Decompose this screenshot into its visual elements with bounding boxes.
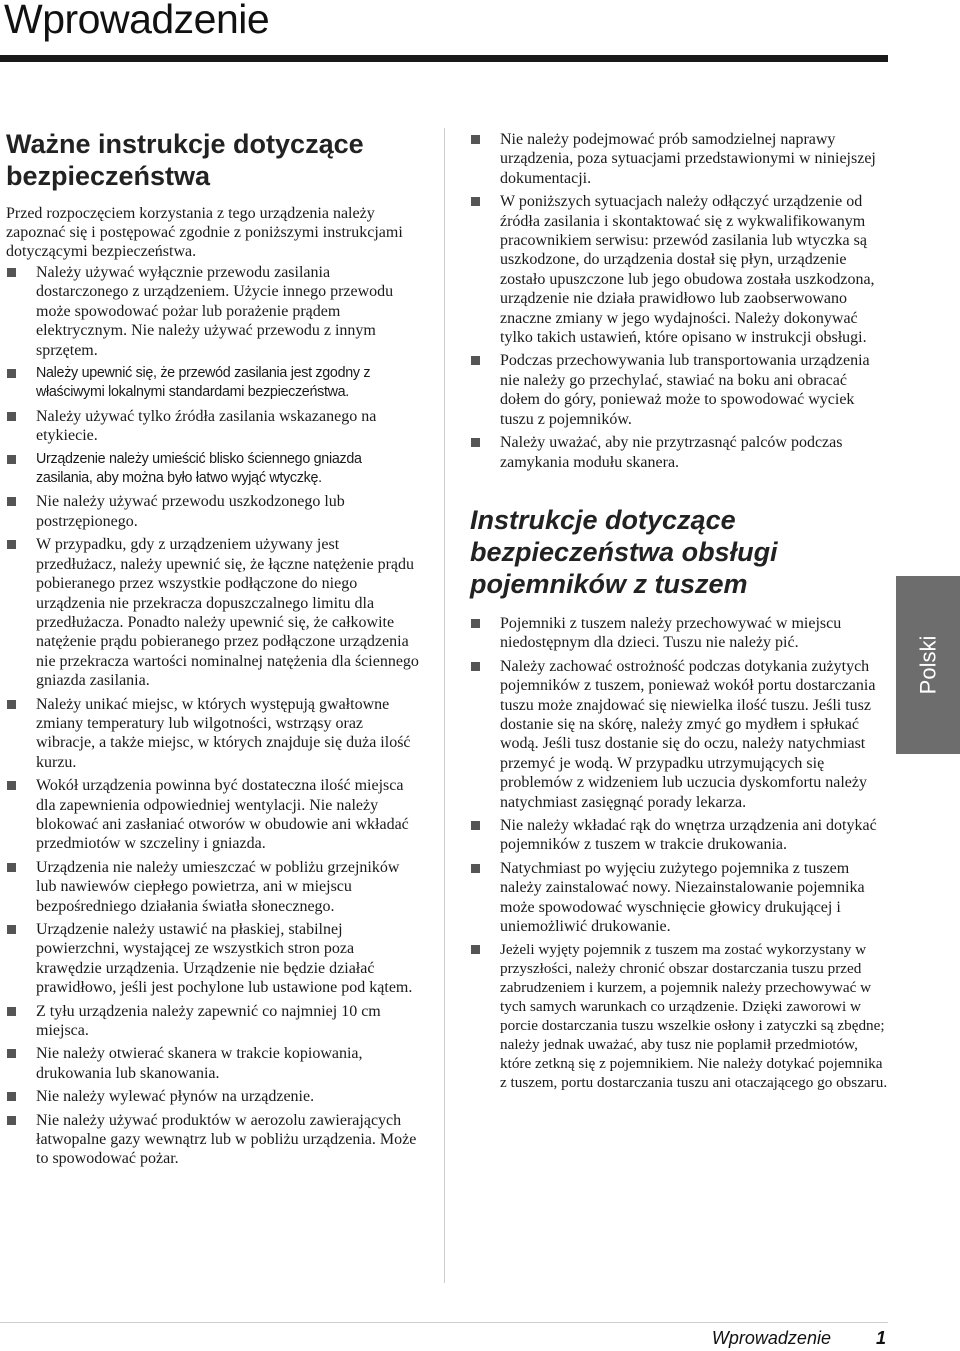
bullet-icon [7, 540, 16, 549]
list-item: Nie należy wylewać płynów na urządzenie. [6, 1087, 420, 1106]
list-item: Należy uważać, aby nie przytrzasnąć palców podczas zamykania modułu skanera. [470, 433, 888, 472]
list-item: Urządzenie należy umieścić blisko ściennego gniazda zasilania, aby można było łatwo wyjąć wtyczkę. [6, 450, 420, 489]
language-tab [896, 576, 960, 754]
right-column [470, 130, 888, 1096]
list-item: Podczas przechowywania lub transportowania urządzenia nie należy go przechylać, stawiać na boku ani obracać dołem do góry, ponieważ może to spowodować wyciek tuszu z pojemników. [470, 351, 888, 429]
list-item: Wokół urządzenia powinna być dostateczna ilość miejsca dla zapewnienia odpowiedniej wentylacji. Nie należy blokować ani zasłaniać otworów w obudowie ani wkładać przedmiotów w szczeliny i gniazda. [6, 776, 420, 854]
list-item: Pojemniki z tuszem należy przechowywać w miejscu niedostępnym dla dzieci. Tuszu nie należy pić. [470, 614, 888, 653]
list-item: Nie należy wkładać rąk do wnętrza urządzenia ani dotykać pojemników z tuszem w trakcie drukowania. [470, 816, 888, 855]
bullet-icon [471, 662, 480, 671]
bullet-icon [7, 781, 16, 790]
language-tab-label: Polski [915, 635, 940, 695]
safety-list [6, 263, 420, 1169]
header-rule [0, 55, 888, 62]
footer-rule [0, 1322, 888, 1323]
page-number: 1 [875, 1328, 886, 1348]
intro-paragraph: Przed rozpoczęciem korzystania z tego urządzenia należy zapoznać się i postępować zgodnie z poniższymi instrukcjami dotyczącymi bezpieczeństwa. [6, 205, 403, 260]
bullet-icon [7, 1007, 16, 1016]
bullet-icon [7, 369, 16, 378]
list-item: W poniższych sytuacjach należy odłączyć urządzenie od źródła zasilania i skontaktować się z wykwalifikowanym pracownikiem serwisu: przewód zasilania lub wtyczka są uszkodzone, do urządzenia dostał się płyn, urządzenie zostało upuszczone lub jego obudowa została uszkodzona, urządzenie nie działa prawidłowo lub zaobserwowano znaczne zmiany w jego wydajności. Należy dokonywać tylko takich ustawień, które opisano w instrukcji obsługi. [470, 192, 888, 347]
list-item: Nie należy otwierać skanera w trakcie kopiowania, drukowania lub skanowania. [6, 1044, 420, 1083]
bullet-icon [471, 135, 480, 144]
bullet-icon [7, 455, 16, 464]
list-item: Urządzenie należy ustawić na płaskiej, stabilnej powierzchni, wystającej ze wszystkich stron poza krawędzie urządzenia. Urządzenie nie będzie działać prawidłowo, jeśli jest pochylone lub ustawione pod kątem. [6, 920, 420, 998]
list-item: Z tyłu urządzenia należy zapewnić co najmniej 10 cm miejsca. [6, 1002, 420, 1041]
bullet-icon [471, 945, 480, 954]
list-item: Natychmiast po wyjęciu zużytego pojemnika z tuszem należy zainstalować nowy. Niezainstalowanie pojemnika może spowodować wyschnięcie głowicy drukującej i uniemożliwić drukowanie. [470, 859, 888, 937]
bullet-icon [7, 1049, 16, 1058]
bullet-icon [7, 925, 16, 934]
bullet-icon [7, 268, 16, 277]
list-item: Należy unikać miejsc, w których występują gwałtowne zmiany temperatury lub wilgotności, wstrząsy oraz wibracje, a także miejsc, w których znajduje się duża ilość kurzu. [6, 695, 420, 773]
left-column [6, 128, 420, 1173]
chapter-title: Wprowadzenie [4, 0, 270, 42]
bullet-icon [471, 864, 480, 873]
list-item: Nie należy podejmować prób samodzielnej naprawy urządzenia, poza sytuacjami przedstawionymi w niniejszej dokumentacji. [470, 130, 888, 188]
bullet-icon [7, 1116, 16, 1125]
ink-safety-list [470, 614, 888, 1093]
list-item: Urządzenia nie należy umieszczać w pobliżu grzejników lub nawiewów ciepłego powietrza, ani w miejscu bezpośredniego działania światła słonecznego. [6, 858, 420, 916]
section-title-safety: Ważne instrukcje dotyczące bezpieczeństwa [6, 129, 364, 191]
list-item: Należy zachować ostrożność podczas dotykania zużytych pojemników z tuszem, ponieważ wokół portu dostarczania tuszu może znajdować się niewielka ilość tuszu. Jeśli tusz dostanie się na skórę, należy zmyć go mydłem i spłukać wodą. Jeśli tusz dostanie się do oczu, należy natychmiast przemyć je wodą. W przypadku utrzymujących się problemów z widzeniem lub uczucia dyskomfortu należy natychmiast zasięgnąć porady lekarza. [470, 657, 888, 812]
section-title-ink-cartridges: Instrukcje dotyczące bezpieczeństwa obsługi pojemników z tuszem [470, 504, 778, 599]
list-item: Jeżeli wyjęty pojemnik z tuszem ma zostać wykorzystany w przyszłości, należy chronić obszar dostarczania tuszu przed zabrudzeniem i kurzem, a pojemnik należy przechowywać w tych samych warunkach co urządzenie. Dzięki zaworowi w porcie dostarczania tuszu wszelkie osłony i zatyczki są zbędne; należy jednak uważać, aby tusz nie poplamił przedmiotów, które zetkną się z pojemnikiem. Nie należy dotykać pojemnika z tuszem, portu dostarczania tuszu ani otaczającego go obszaru. [470, 940, 888, 1092]
bullet-icon [7, 412, 16, 421]
bullet-icon [471, 821, 480, 830]
column-divider [444, 128, 445, 1283]
list-item: Należy używać wyłącznie przewodu zasilania dostarczonego z urządzeniem. Użycie innego przewodu może spowodować pożar lub porażenie prądem elektrycznym. Nie należy używać przewodu z innym sprzętem. [6, 263, 420, 360]
list-item: Nie należy używać produktów w aerozolu zawierających łatwopalne gazy wewnątrz lub w pobliżu urządzenia. Może to spowodować pożar. [6, 1111, 420, 1169]
safety-list-continued [470, 130, 888, 472]
bullet-icon [471, 438, 480, 447]
list-item: W przypadku, gdy z urządzeniem używany jest przedłużacz, należy upewnić się, że łączne natężenie prądu pobieranego przez wszystkie podłączone do niego urządzenia nie przekracza dopuszczalnego limitu dla przedłużacza. Ponadto należy upewnić się, że całkowite natężenie prądu pobieranego przez podłączone urządzenia nie przekracza wartości nominalnej natężenia dla ściennego gniazda zasilania. [6, 535, 420, 690]
list-item: Nie należy używać przewodu uszkodzonego lub postrzępionego. [6, 492, 420, 531]
list-item: Należy upewnić się, że przewód zasilania jest zgodny z właściwymi lokalnymi standardami bezpieczeństwa. [6, 364, 420, 403]
bullet-icon [7, 497, 16, 506]
bullet-icon [7, 863, 16, 872]
page-footer [712, 1328, 886, 1349]
bullet-icon [471, 619, 480, 628]
bullet-icon [7, 1092, 16, 1101]
list-item: Należy używać tylko źródła zasilania wskazanego na etykiecie. [6, 407, 420, 446]
bullet-icon [471, 356, 480, 365]
bullet-icon [471, 197, 480, 206]
bullet-icon [7, 700, 16, 709]
footer-section-name: Wprowadzenie [711, 1328, 831, 1348]
